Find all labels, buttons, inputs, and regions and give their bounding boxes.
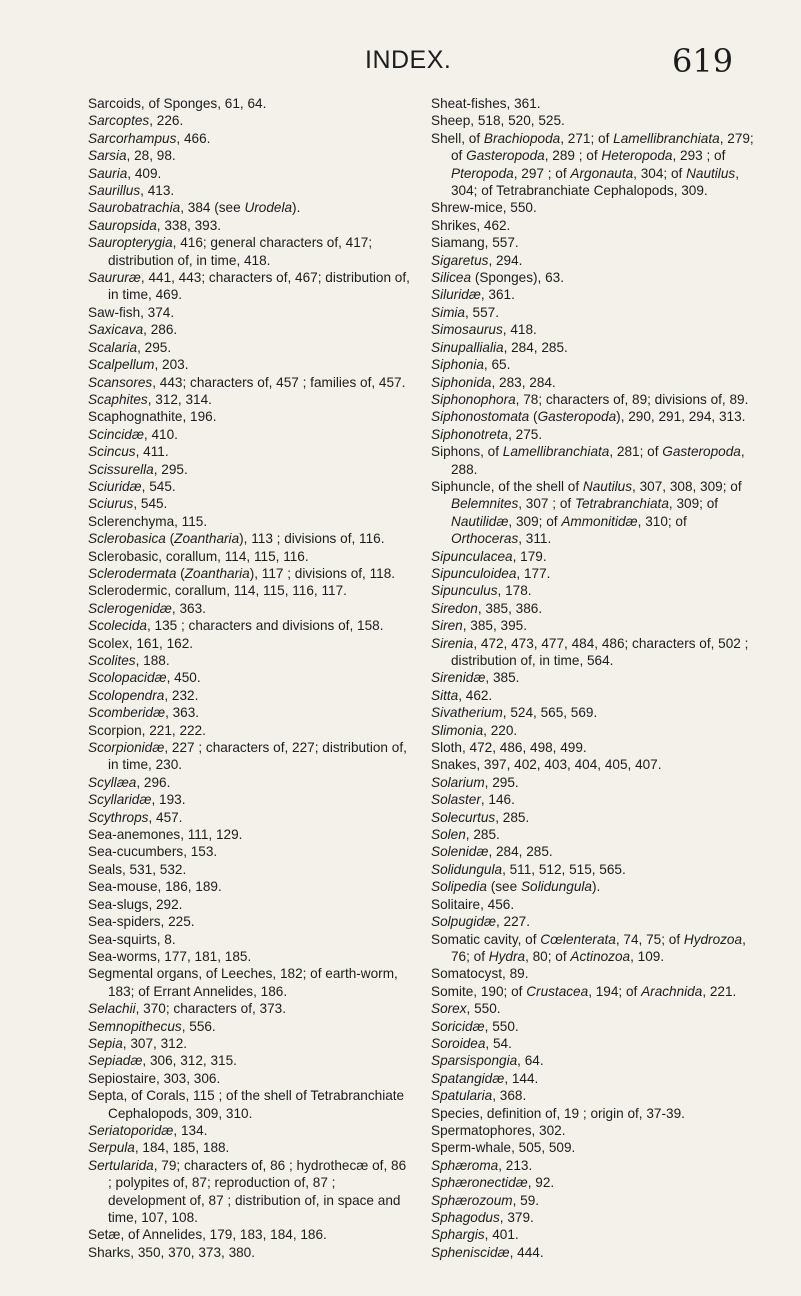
index-entry: Scolopacidæ, 450. bbox=[88, 670, 201, 686]
index-entry: Sipunculoidea, 177. bbox=[431, 565, 551, 581]
taxon-name: Arachnida bbox=[641, 983, 703, 999]
taxon-name: Siphonia bbox=[431, 357, 484, 373]
taxon-name: Crustacea bbox=[526, 983, 589, 999]
index-entry: Saurillus, 413. bbox=[88, 183, 175, 199]
taxon-name: Zoantharia bbox=[184, 565, 250, 581]
index-entry: Sipunculacea, 179. bbox=[431, 548, 547, 564]
taxon-name: Silicea bbox=[431, 270, 472, 286]
index-entry: Spatangidæ, 144. bbox=[431, 1070, 539, 1086]
taxon-name: Sauria bbox=[88, 165, 128, 181]
taxon-name: Belemnites bbox=[451, 496, 519, 512]
index-entry: Siphonophora, 78; characters of, 89; divisions of, 89. bbox=[431, 391, 749, 407]
page-title: INDEX. bbox=[365, 46, 452, 74]
taxon-name: Sipunculus bbox=[431, 583, 498, 599]
index-entry: Sclerodermic, corallum, 114, 115, 116, 117. bbox=[88, 583, 347, 599]
index-entry: Scalaria, 295. bbox=[88, 339, 172, 355]
taxon-name: Sclerodermata bbox=[88, 565, 177, 581]
taxon-name: Zoantharia bbox=[174, 531, 240, 547]
taxon-name: Scincidæ bbox=[88, 426, 144, 442]
index-entry: Solipedia (see Solidungula). bbox=[431, 879, 601, 895]
taxon-name: Sirenidæ bbox=[431, 670, 486, 686]
index-entry: Scaphognathite, 196. bbox=[88, 409, 217, 425]
taxon-name: Sigaretus bbox=[431, 252, 489, 268]
index-entry: Sauria, 409. bbox=[88, 165, 162, 181]
index-entry: Solen, 285. bbox=[431, 827, 500, 843]
taxon-name: Urodela bbox=[244, 200, 293, 216]
index-entry: Sepiadæ, 306, 312, 315. bbox=[88, 1053, 237, 1069]
index-entry: Sinupallialia, 284, 285. bbox=[431, 339, 568, 355]
index-entry: Sepia, 307, 312. bbox=[88, 1035, 188, 1051]
index-entry: Sclerogenidæ, 363. bbox=[88, 600, 206, 616]
index-entry: Sigaretus, 294. bbox=[431, 252, 523, 268]
index-entry: Solecurtus, 285. bbox=[431, 809, 530, 825]
index-column-right bbox=[431, 95, 757, 1261]
index-entry: Sciurus, 545. bbox=[88, 496, 168, 512]
taxon-name: Solaster bbox=[431, 792, 481, 808]
index-entry: Sea-mouse, 186, 189. bbox=[88, 879, 222, 895]
taxon-name: Scolopendra bbox=[88, 687, 165, 703]
index-entry: Somatocyst, 89. bbox=[431, 966, 529, 982]
taxon-name: Solen bbox=[431, 827, 466, 843]
taxon-name: Sclerogenidæ bbox=[88, 600, 172, 616]
taxon-name: Solenidæ bbox=[431, 844, 489, 860]
taxon-name: Sepia bbox=[88, 1035, 123, 1051]
taxon-name: Sepiadæ bbox=[88, 1053, 143, 1069]
taxon-name: Heteropoda bbox=[601, 148, 673, 164]
index-entry: Scaphites, 312, 314. bbox=[88, 391, 212, 407]
taxon-name: Sciurus bbox=[88, 496, 134, 512]
index-entry: Siphonotreta, 275. bbox=[431, 426, 543, 442]
index-entry: Solarium, 295. bbox=[431, 774, 519, 790]
taxon-name: Scaphites bbox=[88, 391, 148, 407]
index-entry: Somatic cavity, of Cœlenterata, 74, 75; of Hydrozoa, 76; of Hydra, 80; of Actinozoa, 109. bbox=[431, 931, 746, 964]
index-entry: Shell, of Brachiopoda, 271; of Lamellibranchiata, 279; of Gasteropoda, 289 ; of Heteropoda, 293 ; of Pteropoda, 297 ; of Argonauta, 304; of Nautilus, 304; of Tetrabranchiate Cephalopods, 309. bbox=[431, 130, 754, 199]
index-entry: Sharks, 350, 370, 373, 380. bbox=[88, 1244, 256, 1260]
taxon-name: Spheniscidæ bbox=[431, 1244, 510, 1260]
index-entry: Scyllæa, 296. bbox=[88, 774, 171, 790]
index-entry: Scalpellum, 203. bbox=[88, 357, 189, 373]
taxon-name: Sarcorhampus bbox=[88, 130, 177, 146]
index-entry: Solidungula, 511, 512, 515, 565. bbox=[431, 861, 626, 877]
index-entry: Sea-cucumbers, 153. bbox=[88, 844, 218, 860]
index-entry: Solenidæ, 284, 285. bbox=[431, 844, 553, 860]
index-entry: Sitta, 462. bbox=[431, 687, 493, 703]
index-entry: Sea-anemones, 111, 129. bbox=[88, 827, 243, 843]
taxon-name: Scincus bbox=[88, 444, 136, 460]
index-entry: Sauropsida, 338, 393. bbox=[88, 217, 222, 233]
taxon-name: Gasteropoda bbox=[662, 444, 741, 460]
index-entry: Sclerenchyma, 115. bbox=[88, 513, 208, 529]
index-entry: Saxicava, 286. bbox=[88, 322, 178, 338]
index-entry: Sea-spiders, 225. bbox=[88, 914, 195, 930]
index-entry: Sirenia, 472, 473, 477, 484, 486; characters of, 502 ; distribution of, in time, 564. bbox=[431, 635, 749, 668]
taxon-name: Sparsispongia bbox=[431, 1053, 518, 1069]
taxon-name: Gasteropoda bbox=[466, 148, 545, 164]
index-entry: Spheniscidæ, 444. bbox=[431, 1244, 544, 1260]
index-entry: Spatularia, 368. bbox=[431, 1088, 527, 1104]
index-entry: Siphonida, 283, 284. bbox=[431, 374, 556, 390]
index-entry: Siamang, 557. bbox=[431, 235, 519, 251]
index-entry: Scorpion, 221, 222. bbox=[88, 722, 206, 738]
index-entry: Siluridæ, 361. bbox=[431, 287, 515, 303]
taxon-name: Sclerobasica bbox=[88, 531, 166, 547]
index-entry: Sphagodus, 379. bbox=[431, 1210, 534, 1225]
index-entry: Serpula, 184, 185, 188. bbox=[88, 1140, 230, 1156]
index-entry: Saururæ, 441, 443; characters of, 467; distribution of, in time, 469. bbox=[88, 270, 410, 303]
taxon-name: Scorpionidæ bbox=[88, 740, 165, 756]
taxon-name: Sipunculacea bbox=[431, 548, 513, 564]
index-entry: Scansores, 443; characters of, 457 ; families of, 457. bbox=[88, 374, 406, 390]
index-column-left bbox=[88, 95, 412, 1261]
taxon-name: Argonauta bbox=[570, 165, 634, 181]
taxon-name: Siren bbox=[431, 618, 463, 634]
index-entry: Sclerobasic, corallum, 114, 115, 116. bbox=[88, 548, 309, 564]
taxon-name: Sinupallialia bbox=[431, 339, 504, 355]
taxon-name: Sciuridæ bbox=[88, 478, 142, 494]
taxon-name: Solipedia bbox=[431, 879, 487, 895]
index-entry: Sheep, 518, 520, 525. bbox=[431, 113, 565, 129]
taxon-name: Scolites bbox=[88, 653, 136, 668]
index-entry: Sperm-whale, 505, 509. bbox=[431, 1140, 576, 1156]
taxon-name: Scomberidæ bbox=[88, 705, 166, 721]
index-entry: Simosaurus, 418. bbox=[431, 322, 537, 338]
taxon-name: Siphonostomata bbox=[431, 409, 530, 425]
taxon-name: Soroidea bbox=[431, 1035, 486, 1051]
taxon-name: Scyllæa bbox=[88, 774, 137, 790]
taxon-name: Sarcoptes bbox=[88, 113, 150, 129]
taxon-name: Scolopacidæ bbox=[88, 670, 167, 686]
index-entry: Scorpionidæ, 227 ; characters of, 227; distribution of, in time, 230. bbox=[88, 740, 407, 773]
taxon-name: Siredon bbox=[431, 600, 478, 616]
taxon-name: Siphonida bbox=[431, 374, 492, 390]
index-entry: Sepiostaire, 303, 306. bbox=[88, 1070, 221, 1086]
taxon-name: Sertularida bbox=[88, 1157, 154, 1173]
taxon-name: Sarsia bbox=[88, 148, 127, 164]
index-entry: Silicea (Sponges), 63. bbox=[431, 270, 564, 286]
index-entry: Scolecida, 135 ; characters and divisions of, 158. bbox=[88, 618, 384, 634]
index-entry: Soricidæ, 550. bbox=[431, 1018, 519, 1034]
taxon-name: Solarium bbox=[431, 774, 485, 790]
taxon-name: Spatangidæ bbox=[431, 1070, 505, 1086]
index-entry: Soroidea, 54. bbox=[431, 1035, 512, 1051]
index-entry: Segmental organs, of Leeches, 182; of earth-worm, 183; of Errant Annelides, 186. bbox=[88, 966, 398, 999]
page-number: 619 bbox=[672, 42, 734, 80]
taxon-name: Seriatoporidæ bbox=[88, 1122, 174, 1138]
taxon-name: Nautilus bbox=[686, 165, 736, 181]
index-entry: Simia, 557. bbox=[431, 304, 500, 320]
taxon-name: Lamellibranchiata bbox=[502, 444, 610, 460]
taxon-name: Sphærozoum bbox=[431, 1192, 513, 1208]
taxon-name: Siluridæ bbox=[431, 287, 481, 303]
index-entry: Shrew-mice, 550. bbox=[431, 200, 537, 216]
index-entry: Siphons, of Lamellibranchiata, 281; of Gasteropoda, 288. bbox=[431, 444, 745, 477]
taxon-name: Sphæroma bbox=[431, 1157, 499, 1173]
index-entry: Scolex, 161, 162. bbox=[88, 635, 194, 651]
taxon-name: Siphonotreta bbox=[431, 426, 509, 442]
index-entry: Scomberidæ, 363. bbox=[88, 705, 200, 721]
index-entry: Sarcoids, of Sponges, 61, 64. bbox=[88, 96, 267, 111]
index-entry: Septa, of Corals, 115 ; of the shell of Tetrabranchiate Cephalopods, 309, 310. bbox=[88, 1088, 405, 1121]
index-entry: Sclerobasica (Zoantharia), 113 ; divisions of, 116. bbox=[88, 531, 385, 547]
index-entry: Sphæroma, 213. bbox=[431, 1157, 533, 1173]
taxon-name: Serpula bbox=[88, 1140, 135, 1156]
index-entry: Scyllaridæ, 193. bbox=[88, 792, 186, 808]
index-entry: Somite, 190; of Crustacea, 194; of Arachnida, 221. bbox=[431, 983, 737, 999]
taxon-name: Sipunculoidea bbox=[431, 565, 517, 581]
taxon-name: Saurillus bbox=[88, 183, 141, 199]
index-entry: Saurobatrachia, 384 (see Urodela). bbox=[88, 200, 301, 216]
taxon-name: Solidungula bbox=[431, 861, 503, 877]
index-entry: Seriatoporidæ, 134. bbox=[88, 1122, 208, 1138]
taxon-name: Scalaria bbox=[88, 339, 138, 355]
taxon-name: Brachiopoda bbox=[483, 130, 561, 146]
index-entry: Saw-fish, 374. bbox=[88, 304, 175, 320]
index-entry: Sphæronectidæ, 92. bbox=[431, 1175, 555, 1191]
taxon-name: Spatularia bbox=[431, 1088, 493, 1104]
taxon-name: Nautilidæ bbox=[451, 513, 509, 529]
index-entry: Sivatherium, 524, 565, 569. bbox=[431, 705, 598, 721]
taxon-name: Scyllaridæ bbox=[88, 792, 152, 808]
index-entry: Scolopendra, 232. bbox=[88, 687, 199, 703]
index-entry: Shrikes, 462. bbox=[431, 217, 511, 233]
page-header bbox=[0, 44, 801, 84]
taxon-name: Nautilus bbox=[582, 478, 633, 494]
taxon-name: Gasteropoda bbox=[537, 409, 617, 425]
index-entry: Selachii, 370; characters of, 373. bbox=[88, 1001, 286, 1017]
index-entry: Sarcorhampus, 466. bbox=[88, 130, 211, 146]
taxon-name: Scansores bbox=[88, 374, 153, 390]
taxon-name: Ammonitidæ bbox=[561, 513, 638, 529]
taxon-name: Scolecida bbox=[88, 618, 147, 634]
taxon-name: Semnopithecus bbox=[88, 1018, 182, 1034]
taxon-name: Cœlenterata bbox=[540, 931, 616, 947]
taxon-name: Hydra bbox=[488, 948, 526, 964]
taxon-name: Soricidæ bbox=[431, 1018, 485, 1034]
index-entry: Sloth, 472, 486, 498, 499. bbox=[431, 740, 587, 756]
taxon-name: Scythrops bbox=[88, 809, 149, 825]
taxon-name: Sphæronectidæ bbox=[431, 1175, 528, 1191]
index-entry: Solitaire, 456. bbox=[431, 896, 515, 912]
taxon-name: Simia bbox=[431, 304, 465, 320]
taxon-name: Actinozoa bbox=[570, 948, 631, 964]
taxon-name: Siphonophora bbox=[431, 391, 516, 407]
taxon-name: Sitta bbox=[431, 687, 459, 703]
taxon-name: Scalpellum bbox=[88, 357, 155, 373]
index-entry: Sipunculus, 178. bbox=[431, 583, 532, 599]
taxon-name: Sauropsida bbox=[88, 217, 157, 233]
index-entry: Sea-slugs, 292. bbox=[88, 896, 183, 912]
index-entry: Siphonia, 65. bbox=[431, 357, 511, 373]
taxon-name: Sauropterygia bbox=[88, 235, 173, 251]
index-entry: Sauropterygia, 416; general characters of, 417; distribution of, in time, 418. bbox=[88, 235, 373, 268]
index-entry: Sciuridæ, 545. bbox=[88, 478, 176, 494]
index-entry: Seals, 531, 532. bbox=[88, 861, 187, 877]
taxon-name: Solidungula bbox=[520, 879, 592, 895]
index-entry: Siredon, 385, 386. bbox=[431, 600, 543, 616]
index-entry: Sphærozoum, 59. bbox=[431, 1192, 540, 1208]
taxon-name: Sirenia bbox=[431, 635, 474, 651]
index-entry: Species, definition of, 19 ; origin of, 37-39. bbox=[431, 1105, 685, 1121]
index-entry: Sertularida, 79; characters of, 86 ; hydrothecæ of, 86 ; polypites of, 87; reproduction of, 87 ; development of, 87 ; distribution of, in space and time, 107, 108. bbox=[88, 1157, 407, 1225]
index-entry: Sheat-fishes, 361. bbox=[431, 96, 541, 111]
index-entry: Sea-worms, 177, 181, 185. bbox=[88, 948, 252, 964]
taxon-name: Slimonia bbox=[431, 722, 484, 738]
taxon-name: Orthoceras bbox=[451, 531, 519, 547]
index-entry: Setæ, of Annelides, 179, 183, 184, 186. bbox=[88, 1227, 327, 1243]
index-entry: Scissurella, 295. bbox=[88, 461, 188, 477]
index-entry: Sarcoptes, 226. bbox=[88, 113, 184, 129]
index-entry: Scolites, 188. bbox=[88, 653, 170, 668]
index-entry: Solpugidæ, 227. bbox=[431, 914, 531, 930]
taxon-name: Hydrozoa bbox=[683, 931, 743, 947]
index-entry: Scincus, 411. bbox=[88, 444, 169, 460]
index-entry: Siphonostomata (Gasteropoda), 290, 291, 294, 313. bbox=[431, 409, 746, 425]
index-entry: Sarsia, 28, 98. bbox=[88, 148, 176, 164]
taxon-name: Pteropoda bbox=[451, 165, 514, 181]
taxon-name: Saurobatrachia bbox=[88, 200, 181, 216]
index-entry: Sclerodermata (Zoantharia), 117 ; divisions of, 118. bbox=[88, 565, 396, 581]
index-entry: Sparsispongia, 64. bbox=[431, 1053, 544, 1069]
taxon-name: Sivatherium bbox=[431, 705, 503, 721]
index-entry: Solaster, 146. bbox=[431, 792, 515, 808]
taxon-name: Saxicava bbox=[88, 322, 144, 338]
index-entry: Scincidæ, 410. bbox=[88, 426, 178, 442]
taxon-name: Solpugidæ bbox=[431, 914, 496, 930]
taxon-name: Solecurtus bbox=[431, 809, 496, 825]
taxon-name: Selachii bbox=[88, 1001, 136, 1017]
index-entry: Siphuncle, of the shell of Nautilus, 307, 308, 309; of Belemnites, 307 ; of Tetrabranchiata, 309; of Nautilidæ, 309; of Ammonitidæ, 310; of Orthoceras, 311. bbox=[431, 478, 742, 547]
index-entry: Siren, 385, 395. bbox=[431, 618, 527, 634]
taxon-name: Sphagodus bbox=[431, 1210, 500, 1225]
index-entry: Sphargis, 401. bbox=[431, 1227, 519, 1243]
taxon-name: Saururæ bbox=[88, 270, 141, 286]
index-entry: Sea-squirts, 8. bbox=[88, 931, 176, 947]
index-entry: Scythrops, 457. bbox=[88, 809, 183, 825]
index-entry: Sirenidæ, 385. bbox=[431, 670, 520, 686]
taxon-name: Sphargis bbox=[431, 1227, 485, 1243]
taxon-name: Tetrabranchiata bbox=[574, 496, 669, 512]
taxon-name: Sorex bbox=[431, 1001, 467, 1017]
taxon-name: Simosaurus bbox=[431, 322, 503, 338]
index-entry: Sorex, 550. bbox=[431, 1001, 501, 1017]
index-entry: Slimonia, 220. bbox=[431, 722, 518, 738]
index-entry: Snakes, 397, 402, 403, 404, 405, 407. bbox=[431, 757, 662, 773]
index-entry: Semnopithecus, 556. bbox=[88, 1018, 216, 1034]
taxon-name: Scissurella bbox=[88, 461, 154, 477]
index-entry: Spermatophores, 302. bbox=[431, 1122, 566, 1138]
taxon-name: Lamellibranchiata bbox=[613, 130, 720, 146]
